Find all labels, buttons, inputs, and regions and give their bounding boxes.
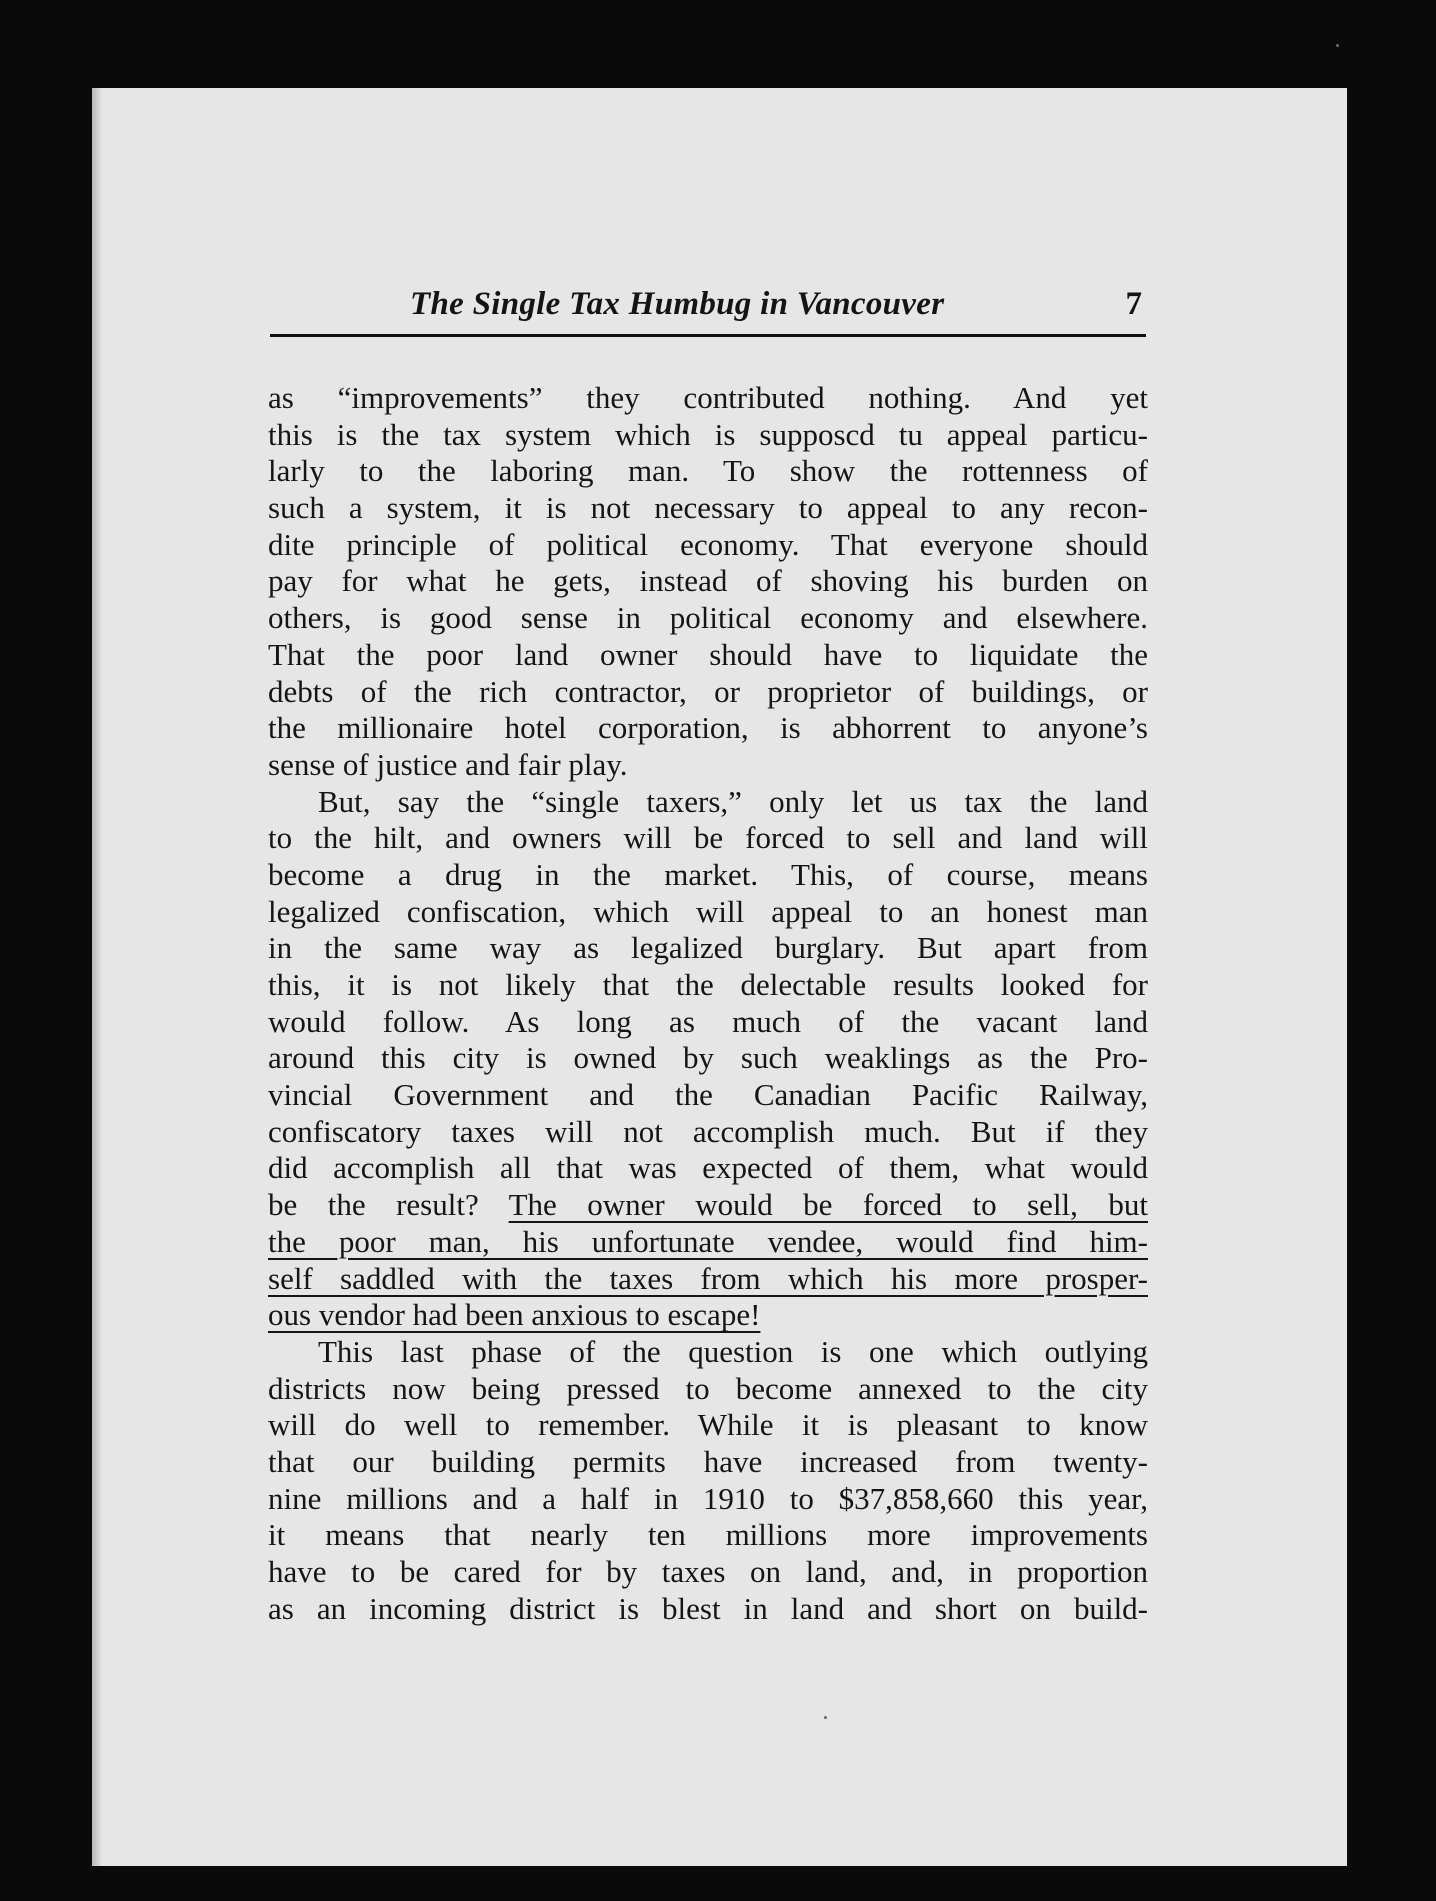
text-line: this, it is not likely that the delectable results looked for [268, 967, 1148, 1002]
scan-dust-speck [1336, 44, 1339, 47]
text-line: But, say the “single taxers,” only let us tax the land [318, 783, 1148, 819]
text-line: would follow. As long as much of the vacant land [268, 1003, 1148, 1039]
text-line: in the same way as legalized burglary. But apart from [268, 930, 1148, 966]
text-line: pay for what he gets, instead of shoving his burden on [268, 563, 1148, 599]
partially-underlined-line [268, 1187, 1148, 1224]
text-line: legalized confiscation, which will appeal to an honest man [268, 893, 1148, 929]
underlined-passage-start: The owner would be forced to sell, but [508, 1187, 1148, 1223]
underlined-line: self saddled with the taxes from which his more prosper- [268, 1260, 1148, 1296]
running-title: The Single Tax Humbug in Vancouver [410, 286, 945, 322]
line-plain-part: be the result? [268, 1187, 509, 1223]
text-line: districts now being pressed to become annexed to the city [268, 1370, 1148, 1406]
paragraph-1 [268, 380, 1148, 784]
text-line: as an incoming district is blest in land and short on build- [268, 1590, 1148, 1626]
text-line: will do well to remember. While it is pleasant to know [268, 1407, 1148, 1443]
underlined-line: the poor man, his unfortunate vendee, would find him- [268, 1223, 1148, 1259]
text-line: become a drug in the market. This, of course, means [268, 856, 1148, 892]
text-line: such a system, it is not necessary to appeal to any recon- [268, 490, 1148, 526]
text-line: to the hilt, and owners will be forced to sell and land will [268, 820, 1148, 856]
page-spine-shadow [92, 88, 102, 1866]
text-line: others, is good sense in political economy and elsewhere. [268, 600, 1148, 636]
scan-dust-speck [824, 1716, 827, 1719]
text-line: nine millions and a half in 1910 to $37,858,660 this year, [268, 1480, 1148, 1516]
text-line: as “improvements” they contributed nothing. And yet [268, 380, 1148, 415]
text-line: that our building permits have increased from twenty- [268, 1443, 1148, 1479]
text-line: this is the tax system which is supposcd tu appeal particu- [268, 416, 1148, 452]
running-header [270, 286, 1146, 337]
text-line: have to be cared for by taxes on land, and, in proportion [268, 1554, 1148, 1589]
paragraph-2 [268, 784, 1148, 1334]
text-line: around this city is owned by such weaklings as the Pro- [268, 1040, 1148, 1076]
text-line: dite principle of political economy. That everyone should [268, 526, 1148, 562]
text-line: it means that nearly ten millions more improvements [268, 1517, 1148, 1553]
body-text [268, 380, 1148, 1627]
paragraph-3 [268, 1334, 1148, 1628]
text-line: That the poor land owner should have to liquidate the [268, 636, 1148, 672]
page-number: 7 [1125, 286, 1142, 322]
text-line: sense of justice and fair play. [268, 746, 628, 782]
text-line: debts of the rich contractor, or proprietor of buildings, or [268, 673, 1148, 709]
text-line: did accomplish all that was expected of them, what would [268, 1150, 1148, 1186]
text-line: This last phase of the question is one which outlying [318, 1333, 1148, 1369]
text-line: the millionaire hotel corporation, is abhorrent to anyone’s [268, 710, 1148, 746]
text-line: confiscatory taxes will not accomplish much. But if they [268, 1113, 1148, 1149]
underlined-line: ous vendor had been anxious to escape! [268, 1297, 761, 1333]
text-line: vincial Government and the Canadian Pacific Railway, [268, 1077, 1148, 1113]
text-line: larly to the laboring man. To show the rottenness of [268, 453, 1148, 489]
